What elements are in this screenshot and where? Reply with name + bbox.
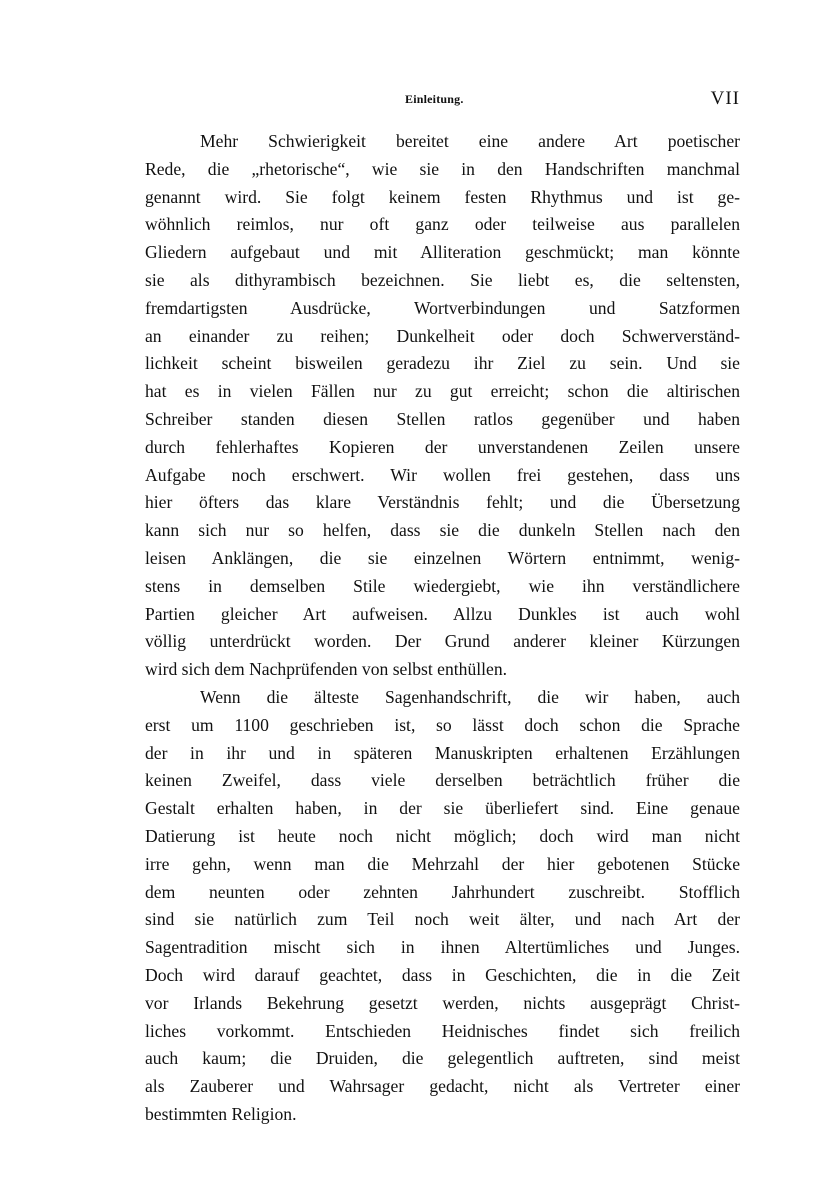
text-line: wöhnlich reimlos, nur oft ganz oder teilweise aus parallelen — [145, 214, 740, 235]
page-header — [145, 88, 740, 114]
running-head: Einleitung. — [405, 92, 464, 106]
text-line: genannt wird. Sie folgt keinem festen Rhythmus und ist ge- — [145, 186, 740, 207]
page-number: VII — [710, 88, 740, 109]
text-line: keinen Zweifel, dass viele derselben beträchtlich früher die — [145, 770, 740, 791]
text-line: sie als dithyrambisch bezeichnen. Sie liebt es, die seltensten, — [145, 269, 740, 290]
text-line: dem neunten oder zehnten Jahrhundert zuschreibt. Stofflich — [145, 881, 740, 902]
text-line: völlig unterdrückt worden. Der Grund anderer kleiner Kürzungen — [145, 631, 740, 652]
text-line: durch fehlerhaftes Kopieren der unverstandenen Zeilen unsere — [145, 436, 740, 457]
text-line: Sagentradition mischt sich in ihnen Altertümliches und Junges. — [145, 937, 740, 958]
text-line: Partien gleicher Art aufweisen. Allzu Dunkles ist auch wohl — [145, 603, 740, 624]
text-line: hat es in vielen Fällen nur zu gut erreicht; schon die altirischen — [145, 381, 740, 402]
text-line: lichkeit scheint bisweilen geradezu ihr Ziel zu sein. Und sie — [145, 353, 740, 374]
text-line: leisen Anklängen, die sie einzelnen Wörtern entnimmt, wenig- — [145, 547, 740, 568]
text-line: als Zauberer und Wahrsager gedacht, nicht als Vertreter einer — [145, 1076, 740, 1097]
text-line: auch kaum; die Druiden, die gelegentlich auftreten, sind meist — [145, 1048, 740, 1069]
text-line: Rede, die „rhetorische“, wie sie in den Handschriften manchmal — [145, 158, 740, 179]
text-line: irre gehn, wenn man die Mehrzahl der hier gebotenen Stücke — [145, 853, 740, 874]
text-line: bestimmten Religion. — [145, 1103, 297, 1124]
text-line: an einander zu reihen; Dunkelheit oder doch Schwerverständ- — [145, 325, 740, 346]
text-line: wird sich dem Nachprüfenden von selbst enthüllen. — [145, 659, 508, 680]
text-line: Schreiber standen diesen Stellen ratlos gegenüber und haben — [145, 408, 740, 429]
text-line: Doch wird darauf geachtet, dass in Geschichten, die in die Zeit — [145, 964, 740, 985]
text-line: Gliedern aufgebaut und mit Alliteration geschmückt; man könnte — [145, 242, 740, 263]
text-line: Datierung ist heute noch nicht möglich; doch wird man nicht — [145, 825, 740, 846]
text-line: der in ihr und in späteren Manuskripten erhaltenen Erzählungen — [145, 742, 740, 763]
text-line: Mehr Schwierigkeit bereitet eine andere Art poetischer — [200, 131, 740, 151]
text-line: liches vorkommt. Entschieden Heidnisches findet sich freilich — [145, 1020, 740, 1041]
text-line: kann sich nur so helfen, dass sie die dunkeln Stellen nach den — [145, 520, 740, 541]
body-text — [145, 128, 740, 1129]
text-line: Wenn die älteste Sagenhandschrift, die wir haben, auch — [200, 686, 740, 707]
paragraph-1 — [145, 128, 740, 684]
text-line: stens in demselben Stile wiedergiebt, wie ihn verständlichere — [145, 575, 740, 596]
text-line: fremdartigsten Ausdrücke, Wortverbindungen und Satzformen — [145, 297, 740, 318]
paragraph-2 — [145, 684, 740, 1129]
text-line: sind sie natürlich zum Teil noch weit älter, und nach Art der — [145, 909, 740, 930]
text-line: vor Irlands Bekehrung gesetzt werden, nichts ausgeprägt Christ- — [145, 992, 740, 1013]
text-line: Aufgabe noch erschwert. Wir wollen frei gestehen, dass uns — [145, 464, 740, 485]
text-line: Gestalt erhalten haben, in der sie überliefert sind. Eine genaue — [145, 798, 740, 819]
text-line: hier öfters das klare Verständnis fehlt; und die Übersetzung — [145, 492, 740, 513]
text-line: erst um 1100 geschrieben ist, so lässt doch schon die Sprache — [145, 714, 740, 735]
